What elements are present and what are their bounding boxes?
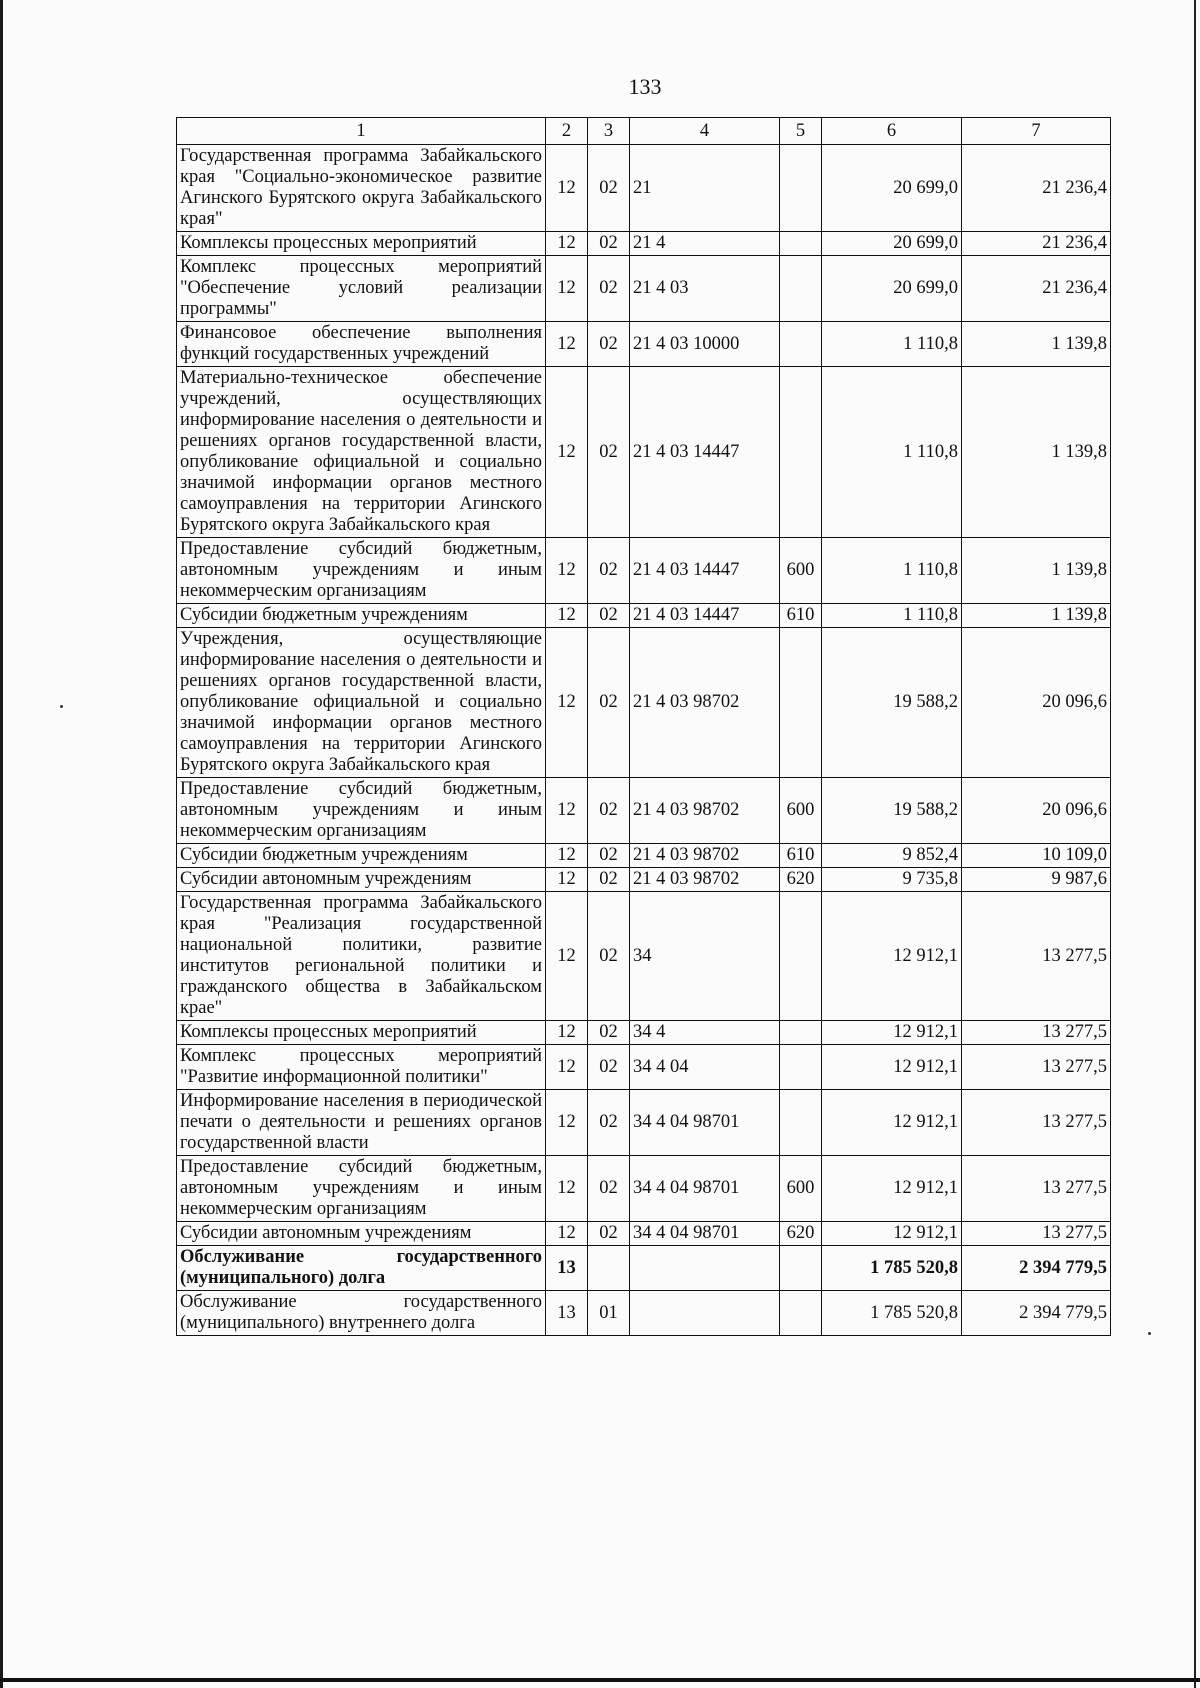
cell-target-article: 34 4 04 98701 <box>630 1090 780 1156</box>
cell-amount-year-1: 20 699,0 <box>822 145 962 232</box>
cell-section-code: 12 <box>546 322 588 367</box>
cell-section-code: 12 <box>546 232 588 256</box>
row-description: Субсидии автономным учреждениям <box>177 868 546 892</box>
budget-table <box>176 117 1111 1336</box>
cell-subsection-code: 02 <box>588 604 630 628</box>
cell-target-article: 21 4 <box>630 232 780 256</box>
cell-subsection-code: 02 <box>588 232 630 256</box>
cell-target-article: 21 4 03 98702 <box>630 844 780 868</box>
cell-target-article: 21 4 03 14447 <box>630 604 780 628</box>
cell-target-article <box>630 1246 780 1291</box>
cell-expense-type: 610 <box>780 844 822 868</box>
cell-amount-year-2: 1 139,8 <box>962 367 1111 538</box>
cell-expense-type <box>780 232 822 256</box>
cell-amount-year-1: 1 110,8 <box>822 604 962 628</box>
cell-section-code: 12 <box>546 1045 588 1090</box>
row-description: Комплекс процессных мероприятий "Обеспечение условий реализации программы" <box>177 256 546 322</box>
cell-section-code: 12 <box>546 1021 588 1045</box>
cell-subsection-code: 02 <box>588 892 630 1021</box>
row-description: Комплексы процессных мероприятий <box>177 232 546 256</box>
cell-section-code: 12 <box>546 604 588 628</box>
cell-amount-year-1: 1 110,8 <box>822 538 962 604</box>
cell-amount-year-1: 20 699,0 <box>822 232 962 256</box>
cell-subsection-code: 02 <box>588 868 630 892</box>
cell-amount-year-2: 2 394 779,5 <box>962 1291 1111 1336</box>
cell-amount-year-2: 1 139,8 <box>962 538 1111 604</box>
cell-amount-year-1: 12 912,1 <box>822 1021 962 1045</box>
table-row <box>177 1021 1111 1045</box>
cell-target-article: 21 4 03 98702 <box>630 778 780 844</box>
cell-expense-type <box>780 1021 822 1045</box>
cell-expense-type <box>780 145 822 232</box>
cell-amount-year-1: 19 588,2 <box>822 778 962 844</box>
cell-section-code: 12 <box>546 367 588 538</box>
cell-subsection-code: 02 <box>588 1156 630 1222</box>
cell-section-code: 12 <box>546 1222 588 1246</box>
cell-subsection-code: 02 <box>588 1222 630 1246</box>
row-description: Предоставление субсидий бюджетным, автономным учреждениям и иным некоммерческим организациям <box>177 778 546 844</box>
table-row <box>177 1291 1111 1336</box>
cell-section-code: 12 <box>546 778 588 844</box>
column-header: 6 <box>822 118 962 145</box>
cell-section-code: 12 <box>546 868 588 892</box>
cell-amount-year-2: 13 277,5 <box>962 1045 1111 1090</box>
column-header: 2 <box>546 118 588 145</box>
cell-section-code: 12 <box>546 256 588 322</box>
cell-amount-year-1: 1 785 520,8 <box>822 1246 962 1291</box>
cell-target-article: 21 4 03 10000 <box>630 322 780 367</box>
cell-expense-type <box>780 256 822 322</box>
table-row <box>177 367 1111 538</box>
cell-amount-year-1: 1 110,8 <box>822 322 962 367</box>
scan-speck <box>1148 1332 1151 1335</box>
cell-amount-year-1: 12 912,1 <box>822 1090 962 1156</box>
column-header: 4 <box>630 118 780 145</box>
cell-expense-type: 610 <box>780 604 822 628</box>
cell-target-article: 21 <box>630 145 780 232</box>
cell-target-article: 21 4 03 98702 <box>630 868 780 892</box>
column-header: 7 <box>962 118 1111 145</box>
cell-subsection-code: 02 <box>588 256 630 322</box>
table-row <box>177 538 1111 604</box>
row-description: Субсидии бюджетным учреждениям <box>177 844 546 868</box>
row-description: Информирование населения в периодической печати о деятельности и решениях органов государственной власти <box>177 1090 546 1156</box>
table-row <box>177 1090 1111 1156</box>
cell-section-code: 13 <box>546 1291 588 1336</box>
cell-section-code: 12 <box>546 892 588 1021</box>
cell-expense-type <box>780 367 822 538</box>
cell-amount-year-2: 10 109,0 <box>962 844 1111 868</box>
scan-edge-bottom <box>0 1678 1200 1682</box>
table-row <box>177 604 1111 628</box>
cell-expense-type <box>780 628 822 778</box>
cell-section-code: 12 <box>546 628 588 778</box>
cell-amount-year-1: 9 735,8 <box>822 868 962 892</box>
cell-amount-year-2: 9 987,6 <box>962 868 1111 892</box>
row-description: Комплекс процессных мероприятий "Развитие информационной политики" <box>177 1045 546 1090</box>
table-row <box>177 868 1111 892</box>
cell-target-article: 21 4 03 14447 <box>630 538 780 604</box>
cell-amount-year-2: 21 236,4 <box>962 232 1111 256</box>
cell-expense-type <box>780 1090 822 1156</box>
cell-amount-year-1: 12 912,1 <box>822 1222 962 1246</box>
column-header: 5 <box>780 118 822 145</box>
row-description: Комплексы процессных мероприятий <box>177 1021 546 1045</box>
cell-amount-year-2: 20 096,6 <box>962 778 1111 844</box>
row-description: Учреждения, осуществляющие информирование населения о деятельности и решениях органов государственной власти, опубликование официальной и социально значимой информации органов местного самоуправления на территории Агинского Бурятского округа Забайкальского края <box>177 628 546 778</box>
cell-target-article: 34 4 04 98701 <box>630 1222 780 1246</box>
cell-amount-year-2: 13 277,5 <box>962 1222 1111 1246</box>
cell-expense-type <box>780 322 822 367</box>
cell-amount-year-2: 1 139,8 <box>962 604 1111 628</box>
cell-target-article: 34 4 04 98701 <box>630 1156 780 1222</box>
cell-subsection-code: 02 <box>588 778 630 844</box>
cell-subsection-code: 02 <box>588 322 630 367</box>
row-description: Обслуживание государственного (муниципального) внутреннего долга <box>177 1291 546 1336</box>
cell-section-code: 12 <box>546 538 588 604</box>
table-row <box>177 256 1111 322</box>
cell-amount-year-2: 13 277,5 <box>962 892 1111 1021</box>
cell-amount-year-2: 13 277,5 <box>962 1090 1111 1156</box>
cell-subsection-code: 02 <box>588 1021 630 1045</box>
cell-section-code: 12 <box>546 844 588 868</box>
page-number: 133 <box>628 74 662 99</box>
row-description: Субсидии автономным учреждениям <box>177 1222 546 1246</box>
row-description: Обслуживание государственного (муниципального) долга <box>177 1246 546 1291</box>
cell-target-article: 21 4 03 98702 <box>630 628 780 778</box>
cell-amount-year-2: 1 139,8 <box>962 322 1111 367</box>
cell-amount-year-1: 12 912,1 <box>822 1045 962 1090</box>
cell-amount-year-1: 9 852,4 <box>822 844 962 868</box>
table-row <box>177 322 1111 367</box>
row-description: Государственная программа Забайкальского края "Социально-экономическое развитие Агинского Бурятского округа Забайкальского края" <box>177 145 546 232</box>
table-row <box>177 892 1111 1021</box>
table-row <box>177 1156 1111 1222</box>
cell-expense-type <box>780 1291 822 1336</box>
table-row <box>177 145 1111 232</box>
cell-amount-year-1: 1 110,8 <box>822 367 962 538</box>
table-row <box>177 778 1111 844</box>
table-row <box>177 628 1111 778</box>
cell-section-code: 12 <box>546 1090 588 1156</box>
cell-amount-year-2: 2 394 779,5 <box>962 1246 1111 1291</box>
cell-subsection-code: 02 <box>588 145 630 232</box>
cell-section-code: 12 <box>546 1156 588 1222</box>
cell-expense-type: 620 <box>780 868 822 892</box>
scan-edge-left <box>0 0 3 1688</box>
column-header: 1 <box>177 118 546 145</box>
row-description: Предоставление субсидий бюджетным, автономным учреждениям и иным некоммерческим организациям <box>177 538 546 604</box>
row-description: Финансовое обеспечение выполнения функций государственных учреждений <box>177 322 546 367</box>
table-row <box>177 232 1111 256</box>
cell-section-code: 12 <box>546 145 588 232</box>
scan-edge-right <box>1194 0 1196 1688</box>
cell-subsection-code: 01 <box>588 1291 630 1336</box>
cell-expense-type <box>780 1045 822 1090</box>
cell-amount-year-2: 13 277,5 <box>962 1021 1111 1045</box>
table-row <box>177 844 1111 868</box>
table-row <box>177 1045 1111 1090</box>
column-header: 3 <box>588 118 630 145</box>
cell-amount-year-2: 13 277,5 <box>962 1156 1111 1222</box>
cell-amount-year-1: 19 588,2 <box>822 628 962 778</box>
cell-amount-year-1: 12 912,1 <box>822 892 962 1021</box>
cell-target-article <box>630 1291 780 1336</box>
cell-expense-type: 600 <box>780 538 822 604</box>
cell-subsection-code: 02 <box>588 1045 630 1090</box>
cell-section-code: 13 <box>546 1246 588 1291</box>
cell-target-article: 34 <box>630 892 780 1021</box>
table-row <box>177 1246 1111 1291</box>
row-description: Субсидии бюджетным учреждениям <box>177 604 546 628</box>
cell-target-article: 21 4 03 14447 <box>630 367 780 538</box>
cell-amount-year-1: 1 785 520,8 <box>822 1291 962 1336</box>
cell-subsection-code <box>588 1246 630 1291</box>
cell-expense-type: 600 <box>780 778 822 844</box>
cell-subsection-code: 02 <box>588 628 630 778</box>
cell-target-article: 21 4 03 <box>630 256 780 322</box>
row-description: Материально-техническое обеспечение учреждений, осуществляющих информирование населения о деятельности и решениях органов государственной власти, опубликование официальной и социально значимой информации органов местного самоуправления на территории Агинского Бурятского округа Забайкальского края <box>177 367 546 538</box>
cell-amount-year-2: 21 236,4 <box>962 145 1111 232</box>
cell-subsection-code: 02 <box>588 367 630 538</box>
cell-expense-type: 620 <box>780 1222 822 1246</box>
cell-target-article: 34 4 04 <box>630 1045 780 1090</box>
scan-speck <box>60 705 63 708</box>
cell-amount-year-2: 21 236,4 <box>962 256 1111 322</box>
cell-amount-year-2: 20 096,6 <box>962 628 1111 778</box>
table-row <box>177 1222 1111 1246</box>
cell-target-article: 34 4 <box>630 1021 780 1045</box>
cell-subsection-code: 02 <box>588 538 630 604</box>
cell-amount-year-1: 20 699,0 <box>822 256 962 322</box>
table-header-row <box>177 118 1111 145</box>
row-description: Предоставление субсидий бюджетным, автономным учреждениям и иным некоммерческим организациям <box>177 1156 546 1222</box>
table-body <box>177 145 1111 1336</box>
cell-expense-type <box>780 1246 822 1291</box>
cell-subsection-code: 02 <box>588 1090 630 1156</box>
cell-expense-type <box>780 892 822 1021</box>
cell-subsection-code: 02 <box>588 844 630 868</box>
cell-amount-year-1: 12 912,1 <box>822 1156 962 1222</box>
row-description: Государственная программа Забайкальского края "Реализация государственной национальной политики, развитие институтов региональной политики и гражданского общества в Забайкальском крае" <box>177 892 546 1021</box>
cell-expense-type: 600 <box>780 1156 822 1222</box>
